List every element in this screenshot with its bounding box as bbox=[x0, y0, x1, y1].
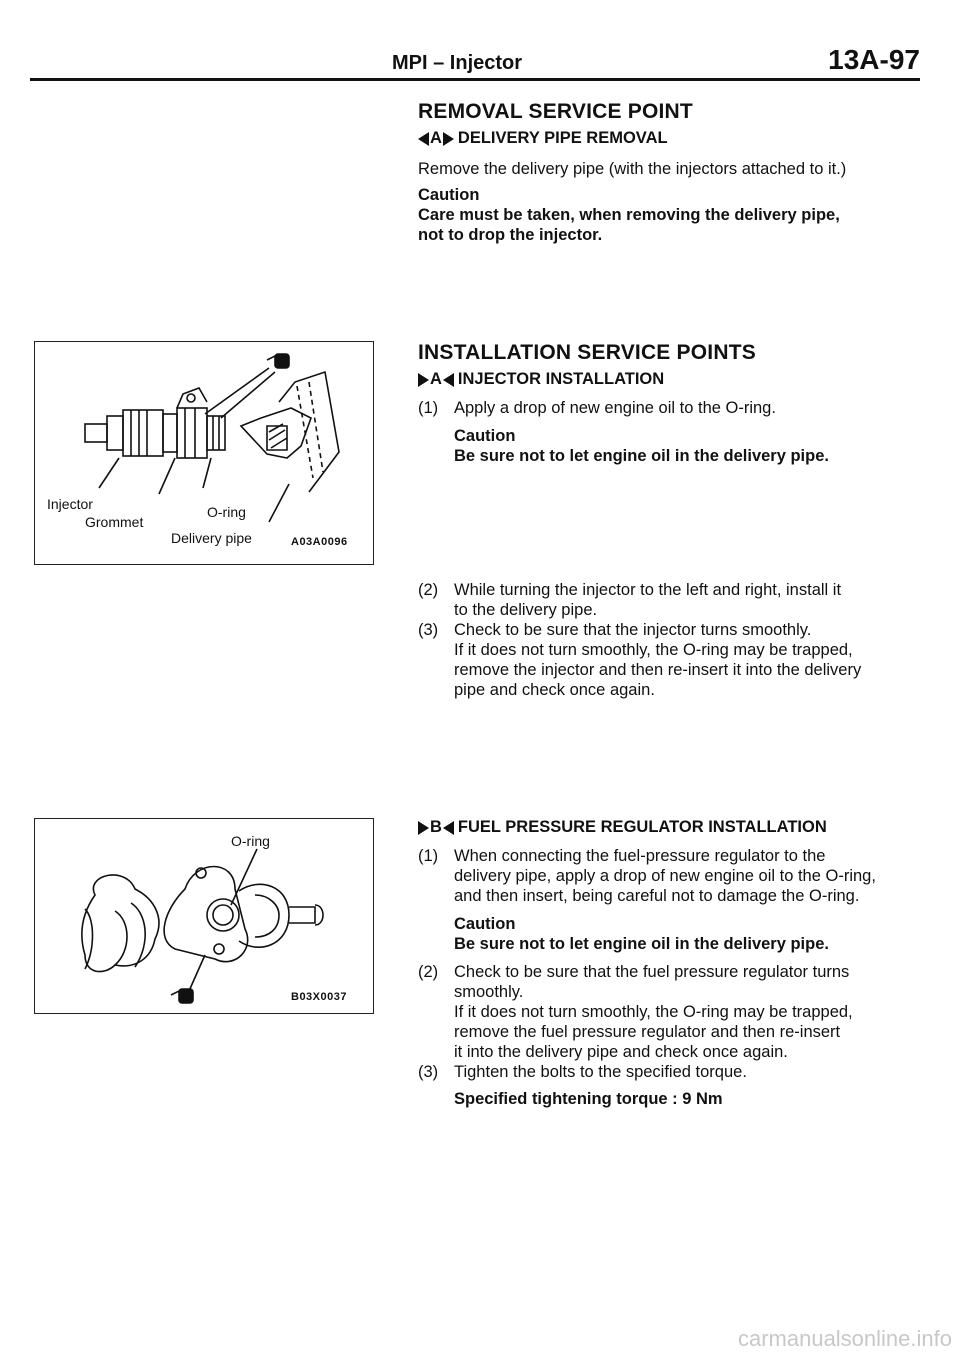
regulator-step-2: (2) Check to be sure that the fuel pressure regulator turns smoothly. If it does not turn smoothly, the O-ring may be trapped, remove the fuel pressure regulator and then re-insert it into the delivery pipe and check once again. bbox=[418, 963, 853, 1061]
label-oring: O-ring bbox=[207, 504, 246, 520]
label-delivery-pipe: Delivery pipe bbox=[171, 530, 252, 546]
installation-heading: INSTALLATION SERVICE POINTS bbox=[418, 341, 756, 364]
injector-step-2: (2) While turning the injector to the left and right, install it to the delivery pipe. bbox=[418, 581, 842, 619]
injector-caution-text: Be sure not to let engine oil in the delivery pipe. bbox=[454, 447, 829, 465]
removal-caution-text-2: not to drop the injector. bbox=[418, 226, 603, 244]
injector-caution-label: Caution bbox=[454, 427, 516, 445]
removal-caution-label: Caution bbox=[418, 186, 480, 204]
oil-can-icon bbox=[171, 989, 193, 1003]
figure-code: B03X0037 bbox=[291, 991, 347, 1003]
removal-caution-text-1: Care must be taken, when removing the delivery pipe, bbox=[418, 206, 840, 224]
injector-step-1: (1) Apply a drop of new engine oil to the O-ring. bbox=[418, 399, 776, 417]
removal-body: Remove the delivery pipe (with the injectors attached to it.) bbox=[418, 160, 847, 178]
triangle-left-icon bbox=[443, 821, 454, 835]
watermark: carmanualsonline.info bbox=[737, 1326, 952, 1351]
triangle-right-icon bbox=[418, 821, 429, 835]
label-injector: Injector bbox=[47, 496, 93, 512]
regulator-caution-label: Caution bbox=[454, 915, 516, 933]
regulator-caution-text: Be sure not to let engine oil in the delivery pipe. bbox=[454, 935, 829, 953]
page-title: MPI – Injector bbox=[392, 52, 523, 74]
oil-can-icon bbox=[267, 354, 289, 368]
removal-subheading-text: DELIVERY PIPE REMOVAL bbox=[457, 129, 668, 147]
regulator-install-subheading bbox=[418, 818, 827, 837]
regulator-step-3: (3) Tighten the bolts to the specified torque. bbox=[418, 1063, 747, 1081]
label-oring: O-ring bbox=[231, 833, 270, 849]
regulator-step-1: (1) When connecting the fuel-pressure regulator to the delivery pipe, apply a drop of new engine oil to the O-ring, and then insert, being careful not to damage the O-ring. bbox=[418, 847, 876, 905]
injector-step-3: (3) Check to be sure that the injector turns smoothly. If it does not turn smoothly, the O-ring may be trapped, remove the injector and then re-insert it into the delivery pipe and check once again. bbox=[418, 621, 862, 699]
removal-marker: A bbox=[418, 129, 454, 148]
regulator-marker: B bbox=[418, 818, 454, 837]
regulator-figure bbox=[34, 818, 374, 1014]
regulator-install-subheading-text: FUEL PRESSURE REGULATOR INSTALLATION bbox=[457, 818, 827, 836]
page-number: 13A-97 bbox=[828, 44, 920, 75]
regulator-diagram bbox=[35, 819, 373, 1013]
removal-heading: REMOVAL SERVICE POINT bbox=[418, 100, 693, 123]
header-rule bbox=[30, 78, 920, 81]
triangle-right-icon bbox=[418, 373, 429, 387]
triangle-left-icon bbox=[443, 373, 454, 387]
triangle-left-icon bbox=[418, 132, 429, 146]
injector-marker: A bbox=[418, 370, 454, 389]
removal-subheading bbox=[418, 129, 668, 148]
injector-figure bbox=[34, 341, 374, 565]
injector-install-subheading bbox=[418, 370, 664, 389]
triangle-right-icon bbox=[443, 132, 454, 146]
figure-code: A03A0096 bbox=[291, 536, 348, 548]
torque-spec: Specified tightening torque : 9 Nm bbox=[454, 1090, 723, 1108]
label-grommet: Grommet bbox=[85, 514, 144, 530]
injector-install-subheading-text: INJECTOR INSTALLATION bbox=[457, 370, 665, 388]
